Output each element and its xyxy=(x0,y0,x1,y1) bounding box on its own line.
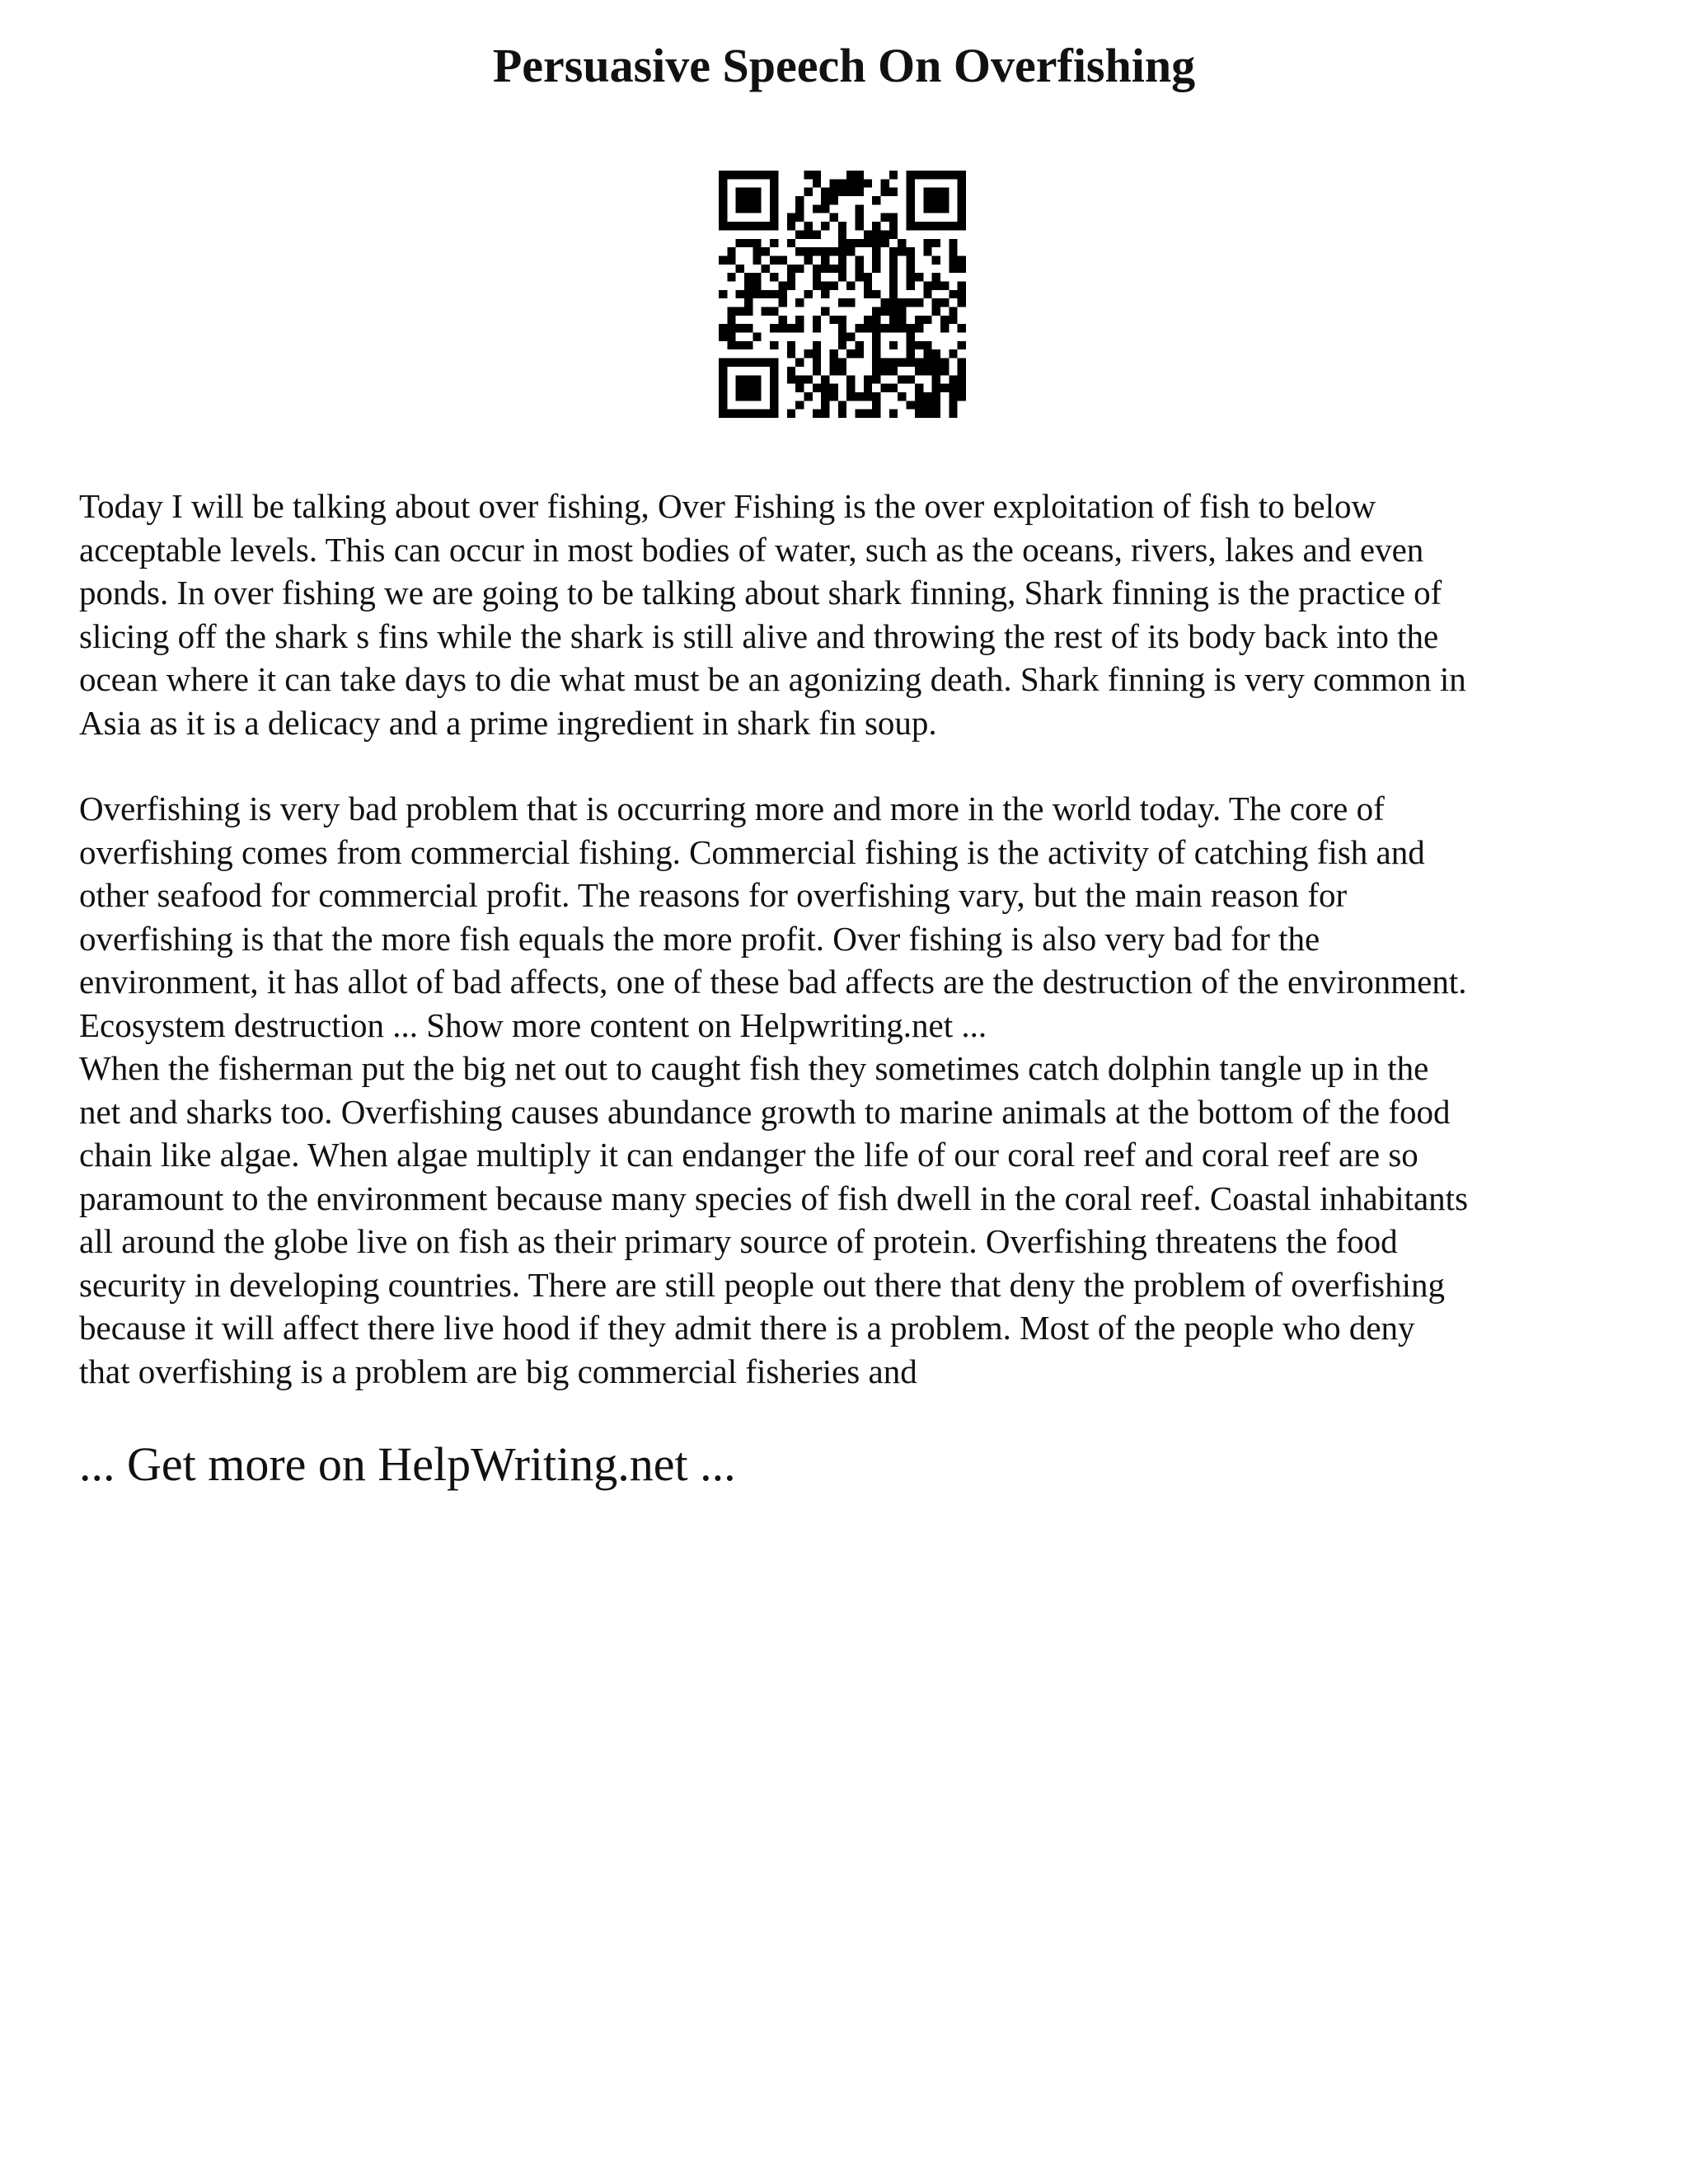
paragraph-spacer xyxy=(79,744,1645,787)
speech-body xyxy=(79,485,1645,1393)
paragraph-overfishing: Overfishing is very bad problem that is occurring more and more in the world today. The core of overfishing comes from commercial fishing. Commercial fishing is the activity of catching fish and other seafood for commercial profit. The reasons for overfishing vary, but the main reason for overfishing is that the more fish equals the more profit. Over fishing is also very bad for the environment, it has allot of bad affects, one of these bad affects are the destruction of the environment. Ecosystem destruction ... Show more content on Helpwriting.net ... xyxy=(79,790,1467,1044)
qr-code-icon xyxy=(719,171,966,418)
paragraph-fisherman: When the fisherman put the big net out to caught fish they sometimes catch dolphin tangle up in the net and sharks too. Overfishing causes abundance growth to marine animals at the bottom of the food chain like algae. When algae multiply it can endanger the life of our coral reef and coral reef are so paramount to the environment because many species of fish dwell in the coral reef. Coastal inhabitants all around the globe live on fish as their primary source of protein. Overfishing threatens the food security in developing countries. There are still people out there that deny the problem of overfishing because it will affect there live hood if they admit there is a problem. Most of the people who deny that overfishing is a problem are big commercial fisheries and xyxy=(79,1049,1469,1390)
paragraph-intro: Today I will be talking about over fishing, Over Fishing is the over exploitation of fish to below acceptable levels. This can occur in most bodies of water, such as the oceans, rivers, lakes and even ponds. In over fishing we are going to be talking about shark finning, Shark finning is the practice of slicing off the shark s fins while the shark is still alive and throwing the rest of its body back into the ocean where it can take days to die what must be an agonizing death. Shark finning is very common in Asia as it is a delicacy and a prime ingredient in shark fin soup. xyxy=(79,487,1466,742)
get-more-link[interactable]: ... Get more on HelpWriting.net ... xyxy=(79,1437,736,1491)
page-title: Persuasive Speech On Overfishing xyxy=(492,39,1196,92)
